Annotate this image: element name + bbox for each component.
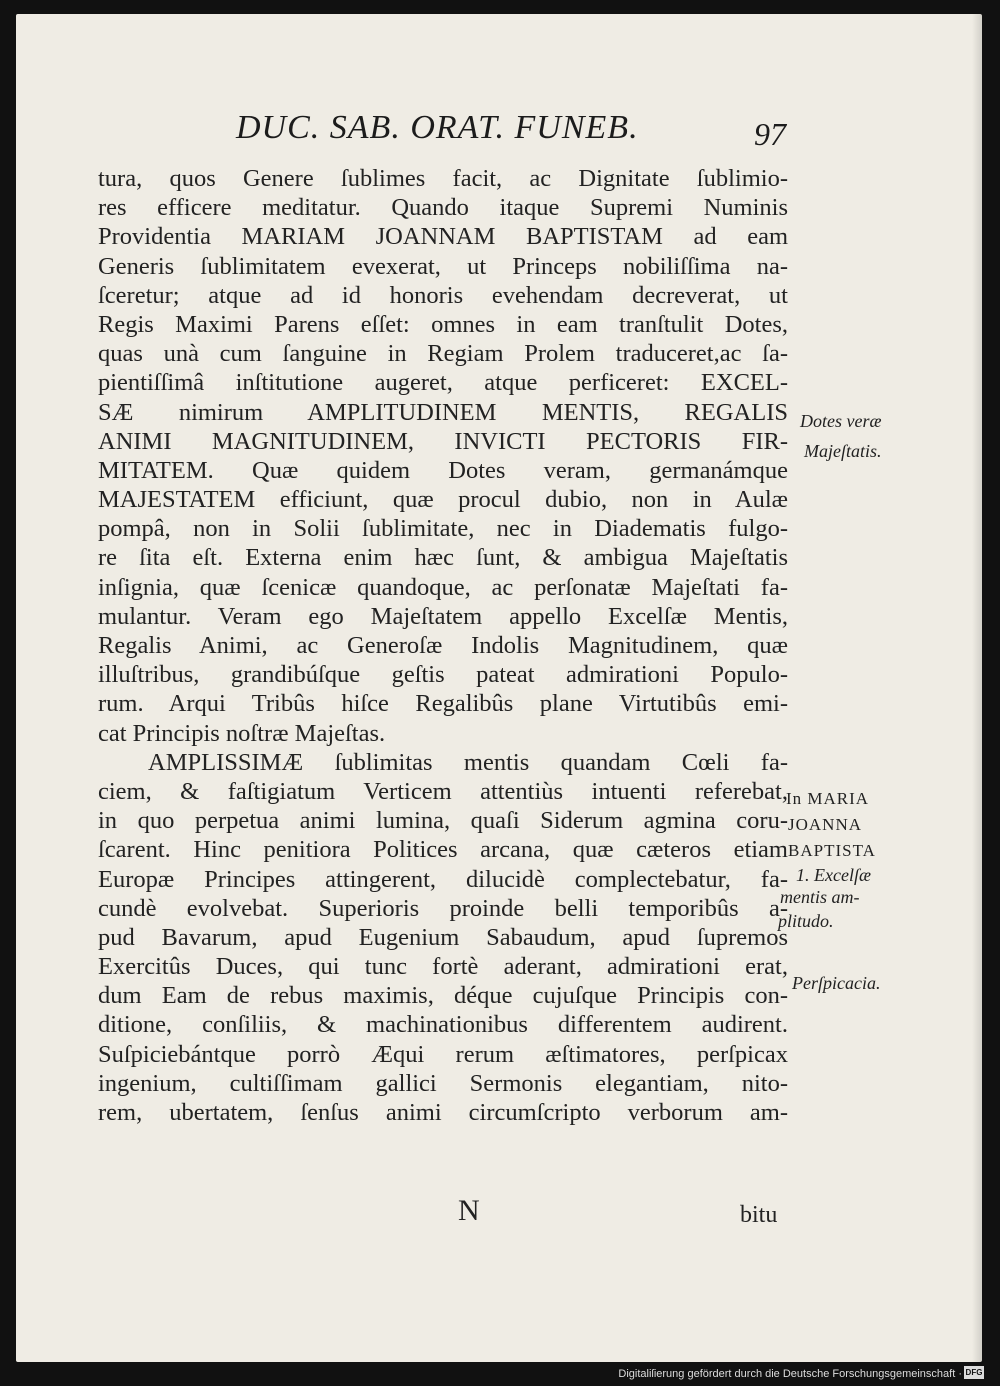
text-line: cundè evolvebat. Superioris proinde belli temporibûs a-	[98, 894, 788, 922]
text-line: Providentia MARIAM JOANNAM BAPTISTAM ad eam	[98, 223, 788, 251]
text-line: ANIMI MAGNITUDINEM, INVICTI PECTORIS FIR-	[98, 427, 788, 455]
text-line: MAJESTATEM efficiunt, quæ procul dubio, non in Aulæ	[98, 486, 788, 514]
text-line: Exercitûs Duces, qui tunc fortè aderant, admirationi erat,	[98, 953, 788, 981]
text-line: rem, ubertatem, ſenſus animi circumſcripto verborum am-	[98, 1099, 788, 1126]
text-line: Generis ſublimitatem evexerat, ut Princeps nobiliſſima na-	[98, 252, 788, 280]
text-line: illuſtribus, grandibúſque geſtis pateat admirationi Populo-	[98, 661, 788, 689]
text-line: pompâ, non in Solii ſublimitate, nec in Diadematis fulgo-	[98, 515, 788, 543]
text-line: mulantur. Veram ego Majeſtatem appello Excelſæ Mentis,	[98, 602, 788, 630]
margin-note: In MARIA	[786, 789, 870, 808]
text-line: quas unà cum ſanguine in Regiam Prolem traduceret,ac ſa-	[98, 340, 788, 368]
text-line: dum Eam de rebus maximis, déque cujuſque Principis con-	[98, 982, 788, 1010]
signature-mark: N	[458, 1194, 480, 1227]
text-line: pud Bavarum, apud Eugenium Sabaudum, apud ſupremos	[98, 923, 788, 951]
text-line: ditione, conſiliis, & machinationibus differentem audirent.	[98, 1011, 788, 1039]
text-line: SÆ nimirum AMPLITUDINEM MENTIS, REGALIS	[98, 398, 788, 426]
text-line: in quo perpetua animi lumina, quaſi Siderum agmina coru-	[98, 807, 788, 835]
page-number: 97	[754, 116, 786, 152]
text-line: cat Principis noſtræ Majeſtas.	[98, 719, 386, 747]
text-line: Suſpiciebántque porrò Æqui rerum æſtimatores, perſpicax	[98, 1040, 788, 1068]
text-line: ingenium, cultiſſimam gallici Sermonis elegantiam, nito-	[98, 1069, 788, 1097]
margin-note: 1. Excelſæ	[796, 865, 871, 885]
text-line: MITATEM. Quæ quidem Dotes veram, germanámque	[98, 456, 788, 484]
text-line: tura, quos Genere ſublimes facit, ac Dignitate ſublimio-	[98, 165, 788, 192]
catchword: bitu	[740, 1202, 778, 1228]
digitization-credit: Digitaliſierung gefördert durch die Deutsche Forschungsgemeinschaft ·	[618, 1368, 962, 1380]
text-line: pientiſſimâ inſtitutione augeret, atque perficeret: EXCEL-	[98, 369, 788, 397]
margin-note: Dotes veræ	[800, 411, 882, 431]
running-title: DUC. SAB. ORAT. FUNEB.	[236, 109, 639, 146]
text-line: inſignia, quæ ſcenicæ quandoque, ac perſonatæ Majeſtati fa-	[98, 573, 788, 601]
text-line: Regis Maximi Parens eſſet: omnes in eam tranſtulit Dotes,	[98, 310, 788, 338]
dfg-logo: DFG	[965, 1368, 983, 1377]
main-text	[98, 164, 788, 1127]
text-line: Europæ Principes attingerent, dilucidè complectebatur, fa-	[98, 865, 788, 893]
margin-note: Perſpicacia.	[792, 973, 881, 993]
text-line: ſceretur; atque ad id honoris evehendam decreverat, ut	[98, 281, 788, 309]
margin-note: Majeſtatis.	[804, 441, 882, 461]
margin-note: mentis am-	[780, 887, 860, 907]
text-line: ſcarent. Hinc penitiora Politices arcana, quæ cæteros etiam	[98, 836, 788, 864]
text-line: re ſita eſt. Externa enim hæc ſunt, & ambigua Majeſtatis	[98, 544, 788, 572]
text-line: ciem, & faſtigiatum Verticem attentiùs intuenti referebat,	[98, 777, 788, 805]
margin-note: BAPTISTA	[788, 841, 876, 860]
margin-note: JOANNA	[788, 815, 862, 834]
text-line: res efficere meditatur. Quando itaque Supremi Numinis	[98, 194, 788, 222]
text-line: Regalis Animi, ac Generoſæ Indolis Magnitudinem, quæ	[98, 632, 788, 659]
text-line: AMPLISSIMÆ ſublimitas mentis quandam Cœli fa-	[148, 748, 788, 776]
book-page	[16, 14, 982, 1362]
margin-note: plitudo.	[778, 911, 834, 931]
text-line: rum. Arqui Tribûs hiſce Regalibûs plane Virtutibûs emi-	[98, 690, 788, 718]
